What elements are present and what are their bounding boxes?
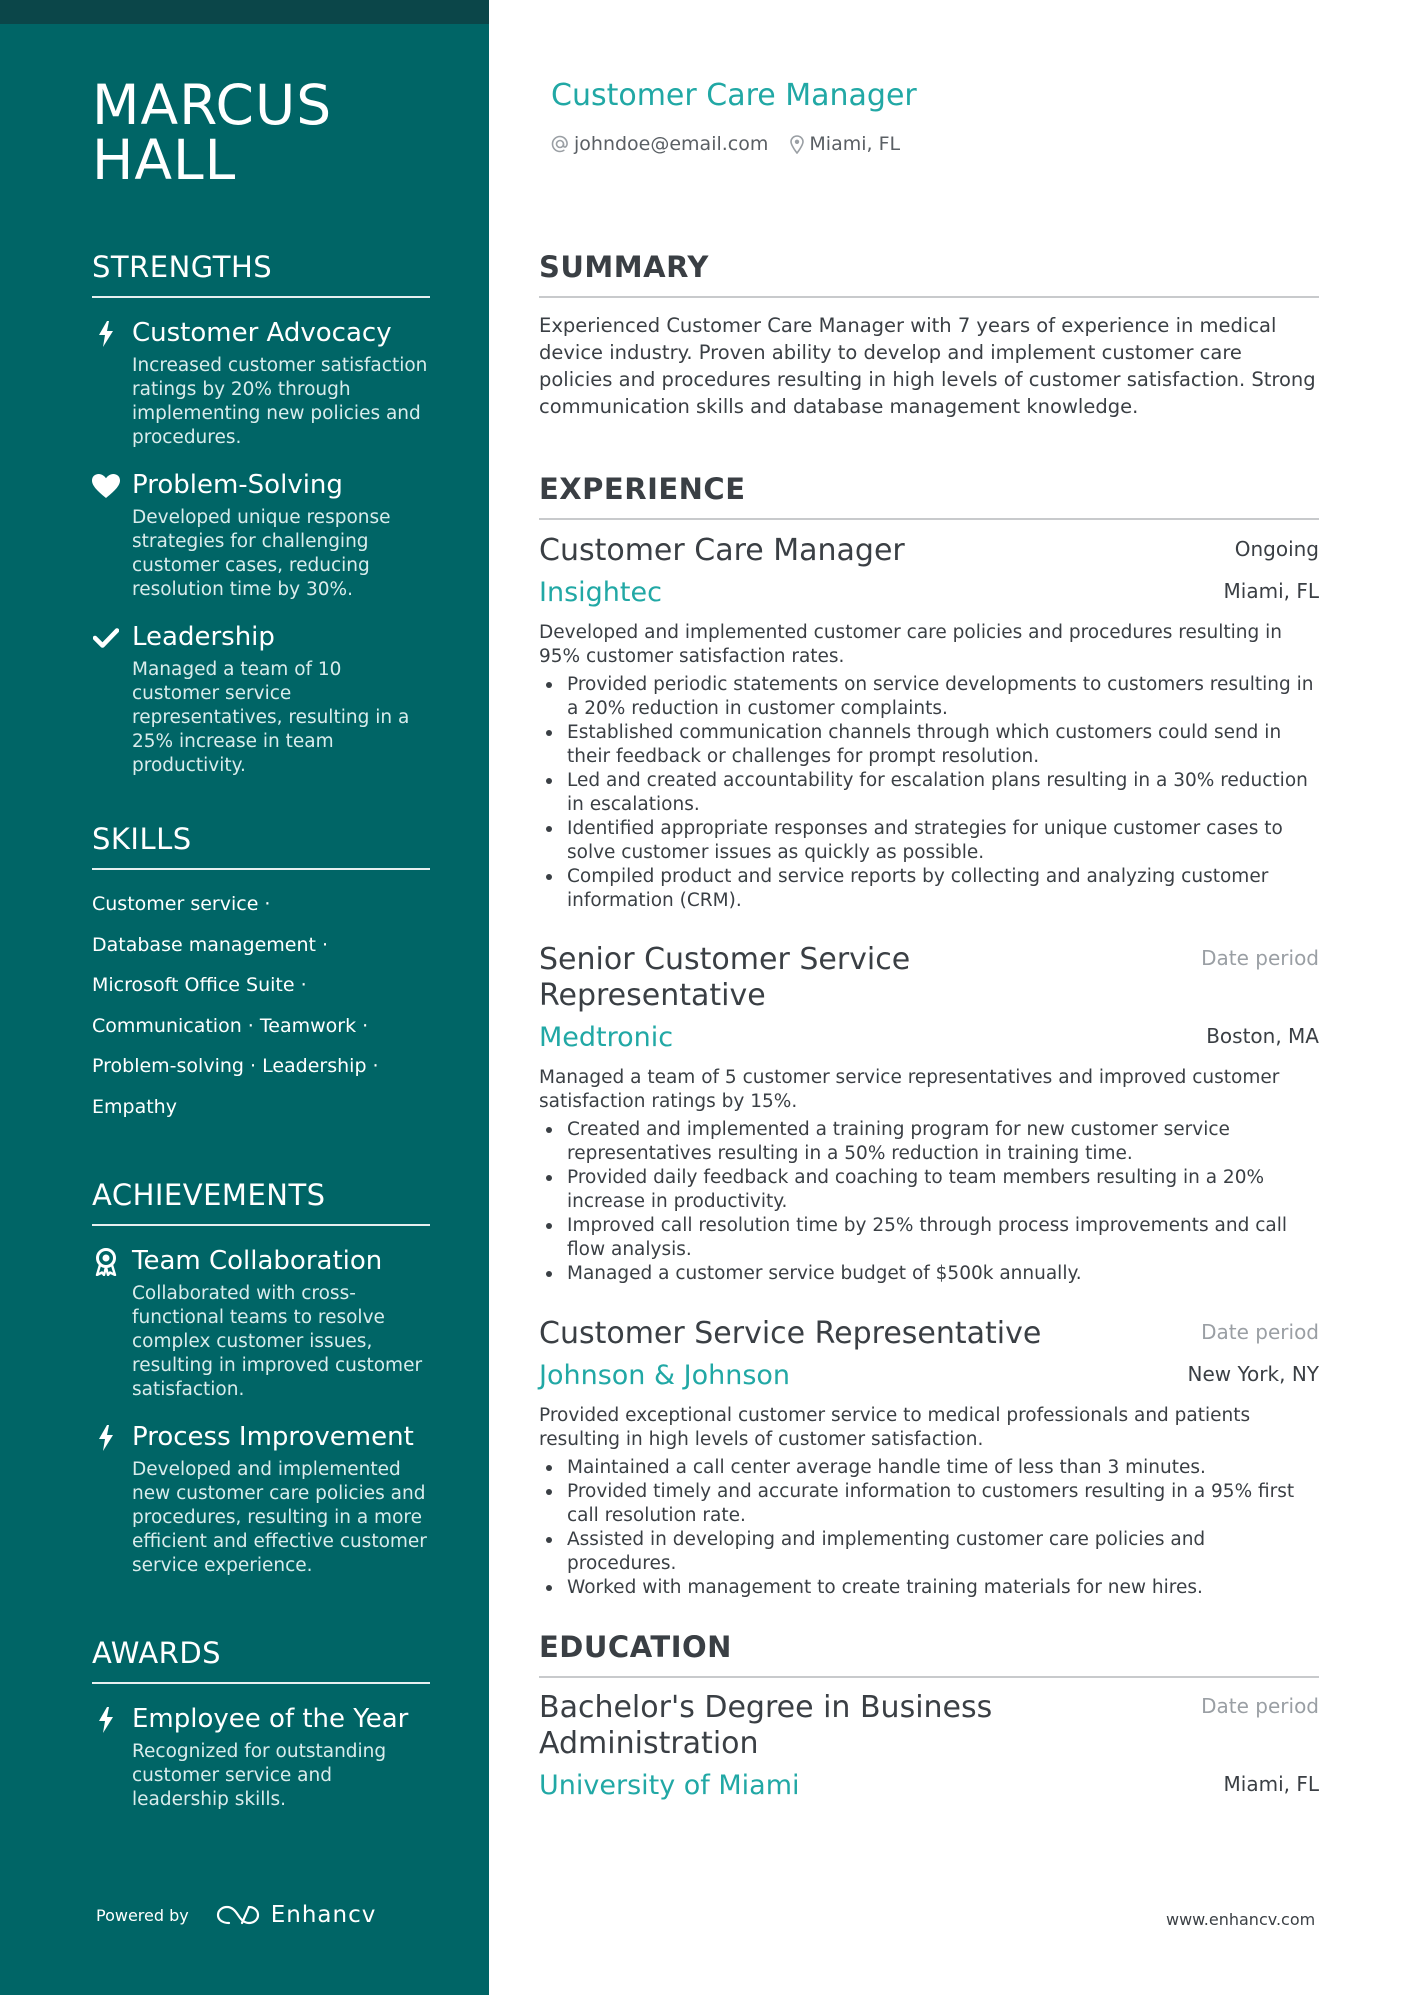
job-bullet: Identified appropriate responses and strategies for unique customer cases to solve customer issues as quickly as possible. xyxy=(539,817,1319,865)
job-bullet: Assisted in developing and implementing customer care policies and procedures. xyxy=(539,1528,1319,1576)
job-bullets xyxy=(539,1456,1319,1600)
award-item xyxy=(92,1702,430,1812)
job-location: New York, NY xyxy=(1187,1362,1319,1386)
achievement-desc: Collaborated with cross-functional teams to resolve complex customer issues, resulting in improved customer satisfaction. xyxy=(132,1283,423,1400)
achievements-heading: ACHIEVEMENTS xyxy=(92,1178,430,1226)
summary-text: Experienced Customer Care Manager with 7 years of experience in medical device industry. Proven ability to develop and implement customer care policies and procedures resulting in high levels of customer satisfaction. Strong communication skills and database management knowledge. xyxy=(539,314,1316,418)
brand-name: Enhancv xyxy=(270,1902,377,1928)
skill-line: Empathy xyxy=(92,1095,177,1118)
job-role: Customer Service Representative xyxy=(539,1316,1042,1351)
website-link[interactable]: www.enhancv.com xyxy=(1166,1910,1316,1929)
bolt-icon xyxy=(92,1706,120,1734)
job-bullet: Established communication channels through which customers could send in their feedback or challenges for prompt resolution. xyxy=(539,721,1319,769)
sidebar xyxy=(0,0,489,1995)
check-icon xyxy=(92,624,120,652)
job-bullet: Improved call resolution time by 25% through process improvements and call flow analysis. xyxy=(539,1214,1319,1262)
education-date: Date period xyxy=(1201,1694,1319,1718)
skill-line: Customer service · xyxy=(92,893,271,915)
contact-info xyxy=(551,133,922,155)
location-item xyxy=(790,133,900,155)
job-bullet: Maintained a call center average handle time of less than 3 minutes. xyxy=(539,1456,1319,1480)
school: University of Miami xyxy=(539,1770,800,1801)
job-date: Date period xyxy=(1201,1320,1319,1344)
last-name: HALL xyxy=(92,128,237,192)
job-bullets xyxy=(539,1118,1319,1286)
skill-line: Problem-solving · Leadership · xyxy=(92,1055,379,1078)
education-location: Miami, FL xyxy=(1223,1772,1319,1796)
job-bullet: Managed a customer service budget of $500k annually. xyxy=(539,1262,1319,1286)
job-title: Customer Care Manager xyxy=(551,78,917,113)
award-title: Employee of the Year xyxy=(132,1704,409,1734)
job-description: Provided exceptional customer service to medical professionals and patients resulting in high levels of customer satisfaction. xyxy=(539,1405,1251,1450)
achievement-item xyxy=(92,1244,430,1402)
job-bullet: Created and implemented a training program for new customer service representatives resulting in a 50% reduction in training time. xyxy=(539,1118,1319,1166)
location-text: Miami, FL xyxy=(809,133,901,155)
job-bullet: Provided timely and accurate information to customers resulting in a 95% first call resolution rate. xyxy=(539,1480,1319,1528)
awards-section xyxy=(92,1636,430,1812)
enhancv-brand[interactable] xyxy=(215,1902,377,1928)
education-entry xyxy=(539,1690,1319,1804)
job-company: Medtronic xyxy=(539,1022,674,1053)
strength-desc: Managed a team of 10 customer service representatives, resulting in a 25% increase in team productivity. xyxy=(132,659,410,776)
strength-title: Leadership xyxy=(132,622,275,652)
strength-item xyxy=(92,316,430,450)
email-text: johndoe@email.com xyxy=(574,133,769,155)
strength-desc: Increased customer satisfaction ratings by 20% through implementing new policies and procedures. xyxy=(132,355,428,448)
skill-line: Database management · xyxy=(92,933,329,956)
experience-heading: EXPERIENCE xyxy=(539,472,1319,520)
at-icon xyxy=(551,135,569,153)
job-bullet: Worked with management to create training materials for new hires. xyxy=(539,1576,1319,1600)
enhancv-logo-icon xyxy=(215,1904,261,1926)
strength-title: Customer Advocacy xyxy=(132,318,392,348)
skill-line: Microsoft Office Suite · xyxy=(92,974,307,997)
job-location: Boston, MA xyxy=(1206,1024,1319,1048)
skill-line: Communication · Teamwork · xyxy=(92,1014,369,1037)
skills-heading: SKILLS xyxy=(92,822,430,870)
achievements-section xyxy=(92,1178,430,1578)
powered-by xyxy=(96,1902,376,1928)
job-bullet: Provided periodic statements on service developments to customers resulting in a 20% reduction in customer complaints. xyxy=(539,673,1319,721)
experience-entry xyxy=(539,1316,1319,1600)
job-date: Date period xyxy=(1201,946,1319,970)
strength-item xyxy=(92,468,430,602)
job-description: Developed and implemented customer care policies and procedures resulting in 95% customer satisfaction rates. xyxy=(539,622,1282,667)
experience-entry xyxy=(539,533,1319,913)
strength-title: Problem-Solving xyxy=(132,470,343,500)
first-name: MARCUS xyxy=(92,73,333,137)
job-role: Customer Care Manager xyxy=(539,533,905,568)
candidate-name xyxy=(92,73,333,192)
heart-icon xyxy=(92,472,120,500)
email-item[interactable] xyxy=(551,133,768,155)
location-pin-icon xyxy=(790,135,804,154)
achievement-title: Team Collaboration xyxy=(132,1246,383,1276)
bolt-icon xyxy=(92,320,120,348)
summary-heading: SUMMARY xyxy=(539,250,1319,298)
strength-item xyxy=(92,620,430,778)
experience-section xyxy=(539,472,1319,520)
job-bullet: Compiled product and service reports by collecting and analyzing customer information (CRM). xyxy=(539,865,1319,913)
education-section xyxy=(539,1630,1319,1678)
job-bullets xyxy=(539,673,1319,913)
degree: Bachelor's Degree in Business Administration xyxy=(539,1690,993,1761)
strengths-section xyxy=(92,250,430,778)
job-location: Miami, FL xyxy=(1223,579,1319,603)
skills-list xyxy=(92,884,430,1128)
job-bullet: Provided daily feedback and coaching to team members resulting in a 20% increase in productivity. xyxy=(539,1166,1319,1214)
summary-section xyxy=(539,250,1319,420)
education-heading: EDUCATION xyxy=(539,1630,1319,1678)
bolt-icon xyxy=(92,1424,120,1452)
job-date: Ongoing xyxy=(1234,537,1319,561)
award-icon xyxy=(92,1248,120,1276)
skills-section xyxy=(92,822,430,1128)
strengths-heading: STRENGTHS xyxy=(92,250,430,298)
award-desc: Recognized for outstanding customer service and leadership skills. xyxy=(132,1741,387,1810)
job-bullet: Led and created accountability for escalation plans resulting in a 30% reduction in escalations. xyxy=(539,769,1319,817)
job-role: Senior Customer Service Representative xyxy=(539,942,911,1013)
awards-heading: AWARDS xyxy=(92,1636,430,1684)
job-description: Managed a team of 5 customer service representatives and improved customer satisfaction ratings by 15%. xyxy=(539,1067,1280,1112)
job-company: Insightec xyxy=(539,577,662,608)
achievement-item xyxy=(92,1420,430,1578)
sidebar-top-bar xyxy=(0,0,489,24)
achievement-desc: Developed and implemented new customer care policies and procedures, resulting in a more efficient and effective customer service experience. xyxy=(132,1459,427,1576)
experience-entry xyxy=(539,942,1319,1286)
strength-desc: Developed unique response strategies for challenging customer cases, reducing resolution time by 30%. xyxy=(132,507,391,600)
achievement-title: Process Improvement xyxy=(132,1422,414,1452)
powered-by-label: Powered by xyxy=(96,1905,189,1925)
job-company: Johnson & Johnson xyxy=(539,1360,791,1391)
